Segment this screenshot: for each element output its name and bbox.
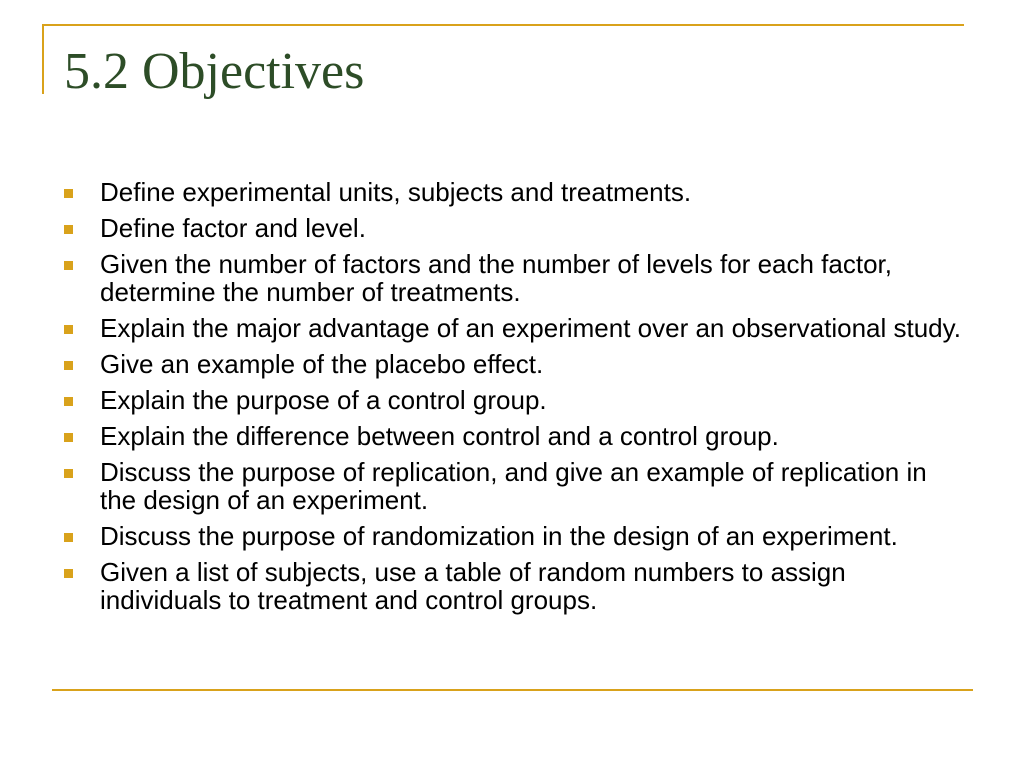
square-bullet-icon [64, 533, 73, 542]
objective-text: Define factor and level. [100, 213, 366, 243]
objective-text: Discuss the purpose of randomization in the design of an experiment. [100, 521, 898, 551]
objective-item [64, 178, 964, 206]
objective-item [64, 314, 964, 342]
objective-item [64, 214, 964, 242]
square-bullet-icon [64, 325, 73, 334]
objective-text: Given a list of subjects, use a table of random numbers to assign individuals to treatment and control groups. [100, 557, 846, 615]
objective-item [64, 422, 964, 450]
slide-title: 5.2 Objectives [64, 43, 365, 100]
square-bullet-icon [64, 361, 73, 370]
objective-text: Explain the major advantage of an experiment over an observational study. [100, 313, 961, 343]
frame-bottom-rule [52, 689, 973, 691]
square-bullet-icon [64, 433, 73, 442]
objective-item [64, 522, 964, 550]
objective-text: Discuss the purpose of replication, and give an example of replication in the design of an experiment. [100, 457, 927, 515]
objective-item [64, 458, 964, 514]
square-bullet-icon [64, 189, 73, 198]
frame-top-rule [42, 24, 964, 26]
square-bullet-icon [64, 397, 73, 406]
objective-item [64, 386, 964, 414]
objective-text: Give an example of the placebo effect. [100, 349, 544, 379]
square-bullet-icon [64, 569, 73, 578]
objective-item [64, 250, 964, 306]
objective-item [64, 350, 964, 378]
square-bullet-icon [64, 261, 73, 270]
objectives-list [64, 178, 964, 622]
square-bullet-icon [64, 469, 73, 478]
objective-text: Explain the purpose of a control group. [100, 385, 547, 415]
square-bullet-icon [64, 225, 73, 234]
objective-item [64, 558, 964, 614]
objective-text: Explain the difference between control and a control group. [100, 421, 779, 451]
frame-left-rule [42, 24, 44, 94]
objective-text: Given the number of factors and the number of levels for each factor, determine the number of treatments. [100, 249, 892, 307]
objective-text: Define experimental units, subjects and treatments. [100, 177, 692, 207]
